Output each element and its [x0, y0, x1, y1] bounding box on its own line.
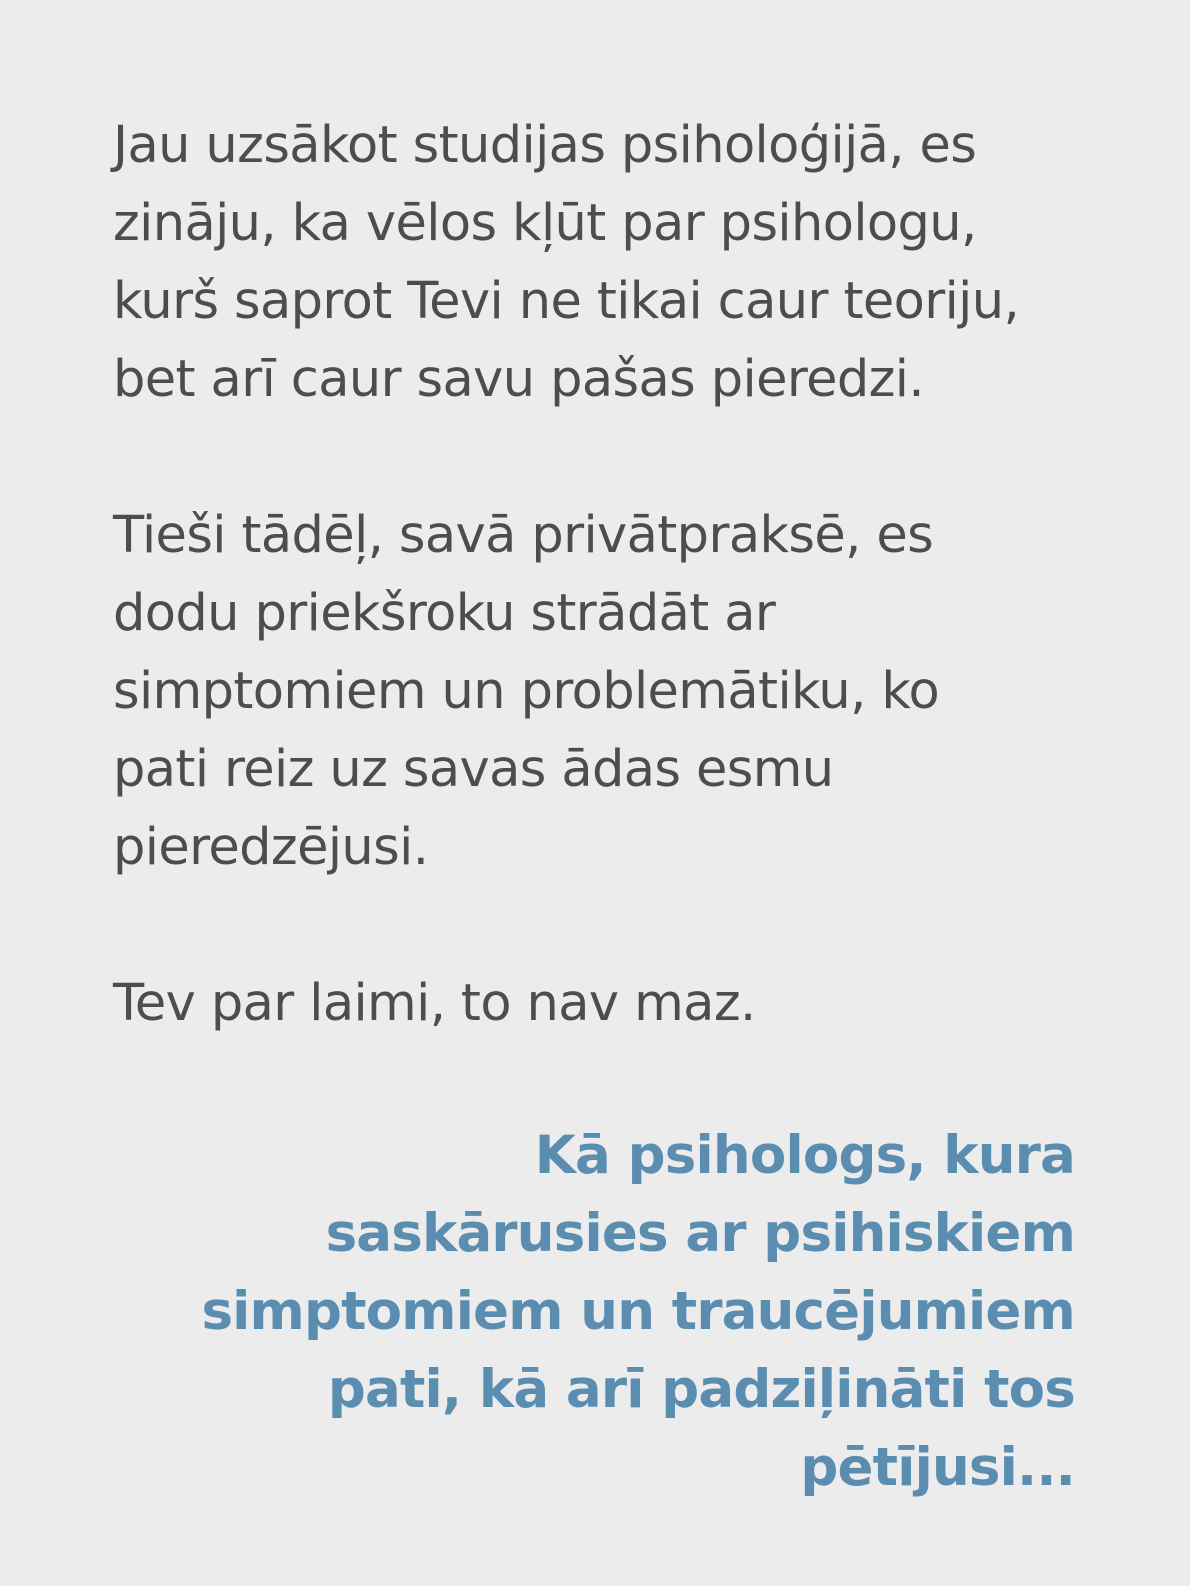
text-line: simptomiem un problemātiku, ko — [113, 662, 940, 721]
quote-line: simptomiem un traucējumiem — [201, 1281, 1075, 1342]
quote-line: pētījusi... — [800, 1437, 1075, 1498]
quote-line: saskārusies ar psihiskiem — [325, 1203, 1075, 1264]
text-line: pati reiz uz savas ādas esmu — [113, 740, 834, 799]
text-line: kurš saprot Tevi ne tikai caur teoriju, — [113, 272, 1020, 331]
text-line: Jau uzsākot studijas psiholoģijā, es — [113, 116, 977, 175]
text-line: bet arī caur savu pašas pieredzi. — [113, 350, 924, 409]
text-line: Tev par laimi, to nav maz. — [113, 974, 756, 1033]
quote-line: pati, kā arī padziļināti tos — [327, 1359, 1075, 1420]
quote-line: Kā psihologs, kura — [534, 1125, 1075, 1186]
text-line: pieredzējusi. — [113, 818, 429, 877]
text-line: Tieši tādēļ, savā privātpraksē, es — [113, 506, 934, 565]
highlight-quote — [115, 1117, 1075, 1507]
text-line: dodu priekšroku strādāt ar — [113, 584, 776, 643]
practice-paragraph — [113, 497, 1073, 887]
short-paragraph — [113, 965, 1073, 1043]
text-line: zināju, ka vēlos kļūt par psihologu, — [113, 194, 977, 253]
intro-paragraph — [113, 107, 1073, 419]
